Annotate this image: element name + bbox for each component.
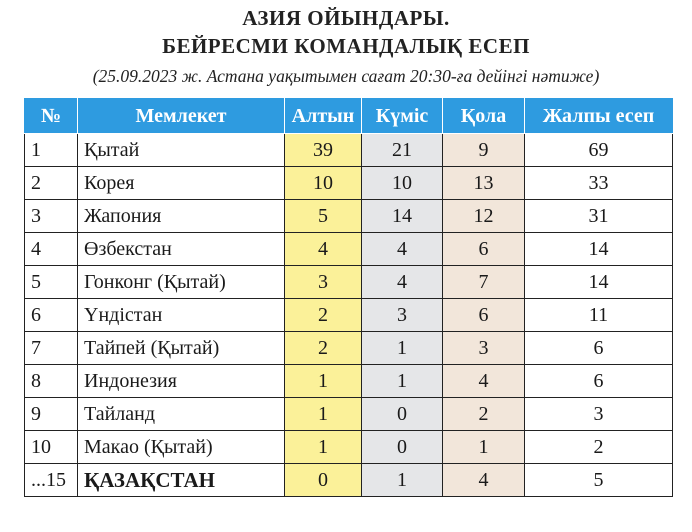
table-row xyxy=(25,200,673,233)
cell-rank: 4 xyxy=(25,233,78,266)
cell-total: 31 xyxy=(525,200,673,233)
cell-country: Тайпей (Қытай) xyxy=(78,332,285,365)
cell-silver: 1 xyxy=(362,365,443,398)
col-header-rank: № xyxy=(25,99,78,134)
table-row xyxy=(25,134,673,167)
cell-country: Үндістан xyxy=(78,299,285,332)
cell-country: Қытай xyxy=(78,134,285,167)
cell-silver: 0 xyxy=(362,398,443,431)
cell-silver: 14 xyxy=(362,200,443,233)
cell-silver: 1 xyxy=(362,464,443,497)
table-row xyxy=(25,233,673,266)
cell-bronze: 13 xyxy=(443,167,525,200)
cell-gold: 10 xyxy=(285,167,362,200)
cell-bronze: 3 xyxy=(443,332,525,365)
cell-rank: 5 xyxy=(25,266,78,299)
cell-silver: 1 xyxy=(362,332,443,365)
table-row xyxy=(25,431,673,464)
cell-total: 5 xyxy=(525,464,673,497)
cell-rank: 10 xyxy=(25,431,78,464)
cell-country: ҚАЗАҚСТАН xyxy=(78,464,285,497)
cell-country: Корея xyxy=(78,167,285,200)
cell-gold: 1 xyxy=(285,398,362,431)
cell-bronze: 6 xyxy=(443,233,525,266)
cell-silver: 21 xyxy=(362,134,443,167)
cell-bronze: 12 xyxy=(443,200,525,233)
cell-silver: 10 xyxy=(362,167,443,200)
cell-bronze: 4 xyxy=(443,365,525,398)
cell-bronze: 4 xyxy=(443,464,525,497)
cell-gold: 2 xyxy=(285,332,362,365)
cell-bronze: 7 xyxy=(443,266,525,299)
cell-gold: 2 xyxy=(285,299,362,332)
col-header-total: Жалпы есеп xyxy=(525,99,673,134)
cell-bronze: 1 xyxy=(443,431,525,464)
table-row xyxy=(25,332,673,365)
cell-country: Макао (Қытай) xyxy=(78,431,285,464)
cell-gold: 39 xyxy=(285,134,362,167)
cell-total: 6 xyxy=(525,332,673,365)
cell-total: 69 xyxy=(525,134,673,167)
cell-rank: 1 xyxy=(25,134,78,167)
cell-bronze: 6 xyxy=(443,299,525,332)
cell-gold: 0 xyxy=(285,464,362,497)
cell-total: 2 xyxy=(525,431,673,464)
cell-rank: 2 xyxy=(25,167,78,200)
cell-country: Жапония xyxy=(78,200,285,233)
cell-gold: 4 xyxy=(285,233,362,266)
cell-total: 3 xyxy=(525,398,673,431)
cell-country: Өзбекстан xyxy=(78,233,285,266)
cell-gold: 5 xyxy=(285,200,362,233)
cell-bronze: 9 xyxy=(443,134,525,167)
cell-total: 6 xyxy=(525,365,673,398)
cell-gold: 3 xyxy=(285,266,362,299)
cell-total: 14 xyxy=(525,233,673,266)
table-row xyxy=(25,266,673,299)
cell-rank: ...15 xyxy=(25,464,78,497)
cell-silver: 0 xyxy=(362,431,443,464)
medal-table xyxy=(24,98,673,497)
title-line-1: АЗИЯ ОЙЫНДАРЫ. xyxy=(242,6,450,30)
col-header-gold: Алтын xyxy=(285,99,362,134)
cell-country: Тайланд xyxy=(78,398,285,431)
cell-rank: 7 xyxy=(25,332,78,365)
cell-total: 11 xyxy=(525,299,673,332)
cell-bronze: 2 xyxy=(443,398,525,431)
table-row xyxy=(25,299,673,332)
title-line-2: БЕЙРЕСМИ КОМАНДАЛЫҚ ЕСЕП xyxy=(162,34,530,58)
col-header-country: Мемлекет xyxy=(78,99,285,134)
table-row xyxy=(25,464,673,497)
cell-rank: 6 xyxy=(25,299,78,332)
cell-rank: 9 xyxy=(25,398,78,431)
subtitle: (25.09.2023 ж. Астана уақытымен сағат 20:30-ға дейінгі нәтиже) xyxy=(92,66,600,86)
cell-silver: 3 xyxy=(362,299,443,332)
table-row xyxy=(25,167,673,200)
cell-rank: 8 xyxy=(25,365,78,398)
table-row xyxy=(25,365,673,398)
cell-country: Индонезия xyxy=(78,365,285,398)
cell-total: 33 xyxy=(525,167,673,200)
cell-rank: 3 xyxy=(25,200,78,233)
cell-silver: 4 xyxy=(362,266,443,299)
col-header-silver: Күміс xyxy=(362,99,443,134)
table-row xyxy=(25,398,673,431)
cell-country: Гонконг (Қытай) xyxy=(78,266,285,299)
header-row xyxy=(25,99,673,134)
cell-gold: 1 xyxy=(285,431,362,464)
col-header-bronze: Қола xyxy=(443,99,525,134)
cell-silver: 4 xyxy=(362,233,443,266)
cell-total: 14 xyxy=(525,266,673,299)
cell-gold: 1 xyxy=(285,365,362,398)
